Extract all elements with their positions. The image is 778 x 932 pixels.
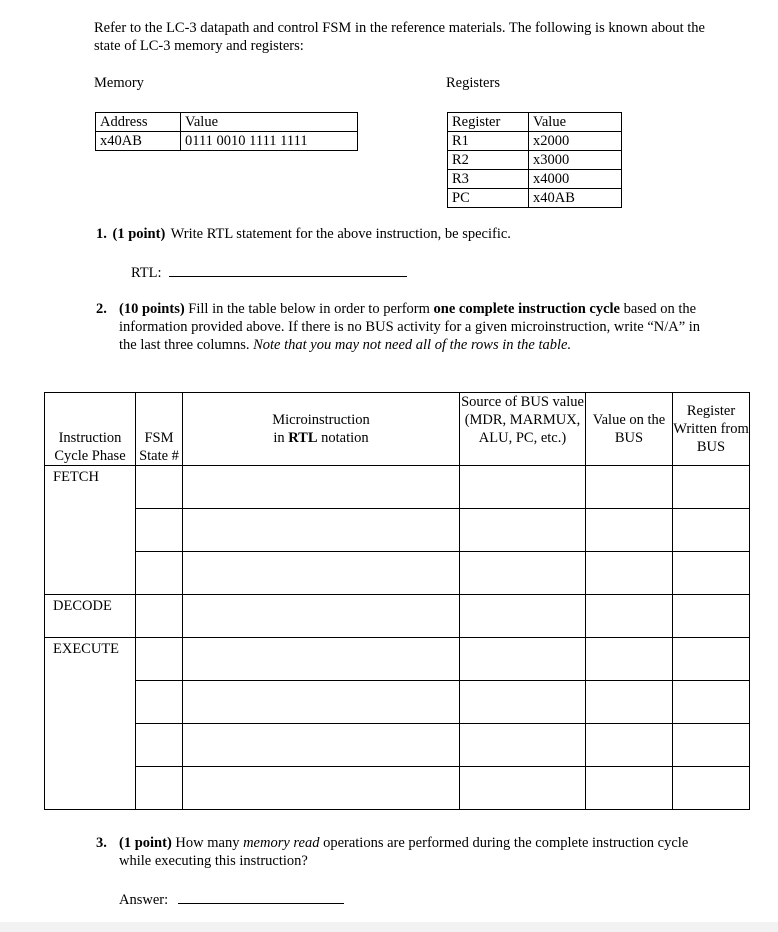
table-row <box>45 638 750 681</box>
bus-source-cell[interactable] <box>460 509 586 552</box>
register-cell[interactable] <box>673 681 750 724</box>
bus-value-cell[interactable] <box>586 681 673 724</box>
microinstruction-cell[interactable] <box>183 638 460 681</box>
question-note: Note that you may not need all of the rows in the table. <box>253 337 572 353</box>
table-row <box>45 724 750 767</box>
table-row <box>448 132 622 151</box>
instruction-cycle-table <box>44 392 750 810</box>
bus-source-cell[interactable] <box>460 638 586 681</box>
answer-line <box>119 889 344 909</box>
microinstruction-cell[interactable] <box>183 767 460 810</box>
bus-source-cell[interactable] <box>460 681 586 724</box>
table-cell: R1 <box>448 132 529 151</box>
register-cell[interactable] <box>673 466 750 509</box>
microinstruction-cell[interactable] <box>183 724 460 767</box>
bus-source-cell[interactable] <box>460 724 586 767</box>
table-row <box>448 170 622 189</box>
bus-source-cell[interactable] <box>460 466 586 509</box>
question-emphasis: memory read <box>243 835 320 851</box>
fsm-state-cell[interactable] <box>136 724 183 767</box>
question-text: based on the information provided above. If there is no BUS activity for a given microinstruction, write “N/A” in the last three columns. <box>119 301 701 353</box>
question-3 <box>96 834 696 870</box>
header-fsm-state: FSM State # <box>136 393 183 466</box>
table-cell: R3 <box>448 170 529 189</box>
fsm-state-cell[interactable] <box>136 638 183 681</box>
table-header-address: Address <box>96 113 181 132</box>
table-cell: x4000 <box>529 170 622 189</box>
microinstruction-cell[interactable] <box>183 509 460 552</box>
question-number: 2. <box>96 301 107 317</box>
table-row <box>448 189 622 208</box>
fsm-state-cell[interactable] <box>136 767 183 810</box>
phase-fetch: FETCH <box>45 466 136 595</box>
microinstruction-cell[interactable] <box>183 681 460 724</box>
question-points: (10 points) <box>119 301 185 317</box>
microinstruction-cell[interactable] <box>183 552 460 595</box>
fsm-state-cell[interactable] <box>136 681 183 724</box>
microinstruction-cell[interactable] <box>183 595 460 638</box>
header-microinstruction-notation: notation <box>321 430 369 446</box>
phase-decode: DECODE <box>45 595 136 638</box>
table-header-row <box>45 393 750 466</box>
table-row <box>448 151 622 170</box>
register-cell[interactable] <box>673 638 750 681</box>
rtl-blank[interactable] <box>169 262 407 277</box>
bus-value-cell[interactable] <box>586 595 673 638</box>
rtl-label: RTL: <box>131 265 162 281</box>
table-cell: x40AB <box>529 189 622 208</box>
bus-source-cell[interactable] <box>460 767 586 810</box>
question-emphasis: one complete instruction cycle <box>433 301 620 317</box>
registers-table <box>447 112 622 208</box>
fsm-state-cell[interactable] <box>136 595 183 638</box>
table-row <box>96 132 358 151</box>
question-text: Fill in the table below in order to perform <box>188 301 430 317</box>
header-microinstruction <box>183 393 460 466</box>
rtl-answer-line <box>131 262 407 282</box>
header-bus-value: Value on the BUS <box>586 393 673 466</box>
header-register-written: Register Written from BUS <box>673 393 750 466</box>
table-cell: 0111 0010 1111 1111 <box>181 132 358 151</box>
fsm-state-cell[interactable] <box>136 509 183 552</box>
table-cell: x2000 <box>529 132 622 151</box>
bus-value-cell[interactable] <box>586 638 673 681</box>
bus-value-cell[interactable] <box>586 552 673 595</box>
table-row <box>45 552 750 595</box>
phase-execute: EXECUTE <box>45 638 136 810</box>
header-microinstruction-label: Microinstruction <box>272 412 370 428</box>
register-cell[interactable] <box>673 509 750 552</box>
table-cell: x40AB <box>96 132 181 151</box>
bus-value-cell[interactable] <box>586 724 673 767</box>
bus-value-cell[interactable] <box>586 509 673 552</box>
question-number: 1. <box>96 226 107 242</box>
register-cell[interactable] <box>673 552 750 595</box>
table-row <box>45 466 750 509</box>
table-header-register: Register <box>448 113 529 132</box>
intro-paragraph: Refer to the LC-3 datapath and control FSM in the reference materials. The following is known about the state of LC-3 memory and registers: <box>94 20 705 54</box>
question-number: 3. <box>96 835 107 851</box>
header-bus-source: Source of BUS value (MDR, MARMUX, ALU, PC, etc.) <box>460 393 586 466</box>
register-cell[interactable] <box>673 595 750 638</box>
table-header-value: Value <box>529 113 622 132</box>
question-1 <box>96 226 511 243</box>
table-cell: R2 <box>448 151 529 170</box>
memory-table <box>95 112 358 151</box>
bus-value-cell[interactable] <box>586 466 673 509</box>
question-points: (1 point) <box>112 226 166 242</box>
header-microinstruction-in: in <box>273 430 285 446</box>
answer-label: Answer: <box>119 892 169 908</box>
table-row <box>96 113 358 132</box>
register-cell[interactable] <box>673 724 750 767</box>
fsm-state-cell[interactable] <box>136 552 183 595</box>
page-bottom-strip <box>0 922 778 932</box>
question-text: operations are performed during the complete instruction cycle while executing this instruction? <box>119 835 689 869</box>
question-points: (1 point) <box>119 835 172 851</box>
question-text: How many <box>175 835 240 851</box>
table-cell: PC <box>448 189 529 208</box>
bus-source-cell[interactable] <box>460 552 586 595</box>
microinstruction-cell[interactable] <box>183 466 460 509</box>
register-cell[interactable] <box>673 767 750 810</box>
table-row <box>45 681 750 724</box>
memory-label: Memory <box>94 75 144 91</box>
registers-label: Registers <box>446 75 500 91</box>
table-row <box>45 767 750 810</box>
table-row <box>448 113 622 132</box>
answer-blank[interactable] <box>178 889 344 904</box>
bus-value-cell[interactable] <box>586 767 673 810</box>
bus-source-cell[interactable] <box>460 595 586 638</box>
table-row <box>45 595 750 638</box>
fsm-state-cell[interactable] <box>136 466 183 509</box>
table-row <box>45 509 750 552</box>
table-cell: x3000 <box>529 151 622 170</box>
question-text: Write RTL statement for the above instruction, be specific. <box>170 226 511 242</box>
header-microinstruction-rtl: RTL <box>288 430 318 446</box>
table-header-value: Value <box>181 113 358 132</box>
header-phase: Instruction Cycle Phase <box>45 393 136 466</box>
question-2 <box>96 300 706 354</box>
